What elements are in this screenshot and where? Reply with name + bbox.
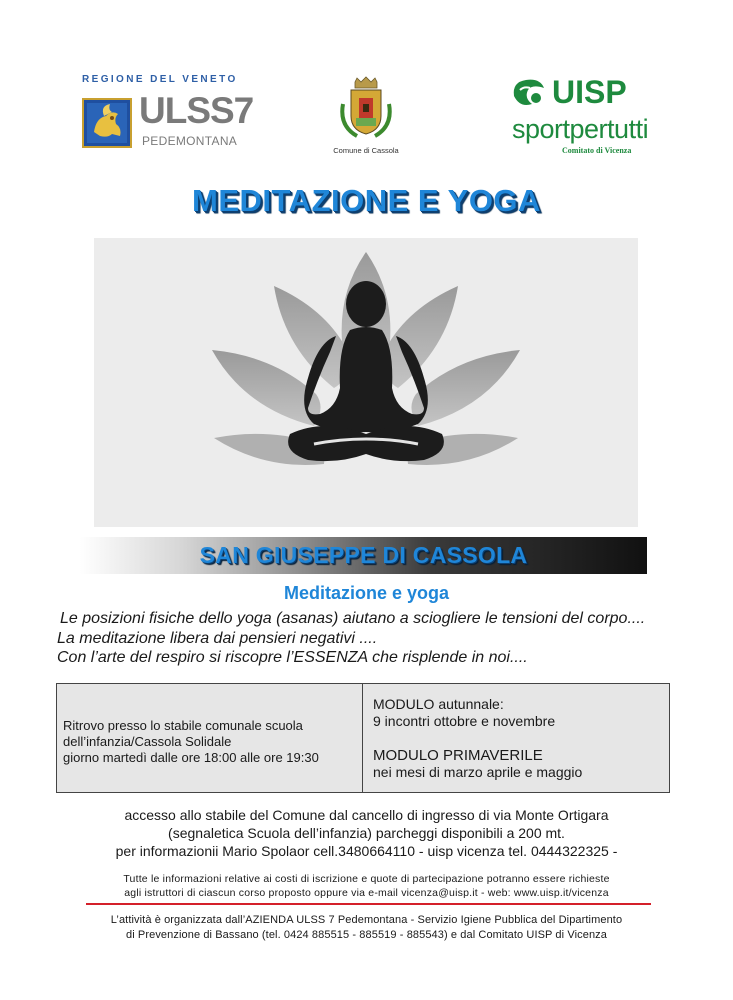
ulss-name: ULSS7 (139, 90, 254, 131)
ulss-region-text: REGIONE DEL VENETO (82, 74, 238, 85)
access-line: per informazionii Mario Spolaor cell.3480664110 - uisp vicenza tel. 0444322325 - (115, 843, 618, 859)
spring-module-text: nei mesi di marzo aprile e maggio (373, 764, 583, 780)
uisp-tagline: sportpertutti (512, 114, 649, 144)
hero-image (94, 238, 638, 527)
organizer-info (0, 913, 733, 943)
intro-line: La meditazione libera dai pensieri negativi .... (57, 629, 378, 647)
intro-line: Le posizioni fisiche dello yoga (asanas) aiutano a sciogliere le tensioni del corpo.... (60, 610, 646, 627)
note-line: agli istruttori di ciascun corso proposto oppure via e-mail vicenza@uisp.it - web: www.uisp.it/vicenza (124, 887, 609, 899)
autumn-module-title: MODULO autunnale: (373, 696, 504, 712)
access-line: accesso allo stabile del Comune dal cancello di ingresso di via Monte Ortigara (124, 807, 609, 823)
location-name: SAN GIUSEPPE DI CASSOLA (199, 542, 528, 568)
uisp-runner-icon (510, 76, 550, 112)
ulss-logo (82, 74, 254, 154)
autumn-module-text: 9 incontri ottobre e novembre (373, 713, 556, 729)
ulss-subname: PEDEMONTANA (142, 134, 238, 148)
lion-of-st-mark-crest-icon (82, 98, 132, 148)
uisp-name: UISP (552, 74, 627, 110)
page-title: MEDITAZIONE E YOGA (192, 183, 541, 218)
access-line: (segnaletica Scuola dell’infanzia) parcheggi disponibili a 200 mt. (168, 825, 565, 841)
costs-note (0, 872, 733, 900)
lotus-meditation-figure-icon (94, 238, 638, 527)
spring-module-title: MODULO PRIMAVERILE (373, 747, 543, 764)
meeting-line: dell’infanzia/Cassola Solidale (63, 734, 232, 749)
meeting-info (57, 684, 363, 792)
access-info (0, 806, 733, 860)
intro-line: Con l’arte del respiro si riscopre l’ESSENZA che risplende in noi.... (57, 649, 528, 666)
organizer-line: di Prevenzione di Bassano (tel. 0424 885515 - 885519 - 885543) e dal Comitato UISP di Vicenza (126, 929, 607, 941)
modules-info (364, 684, 669, 792)
intro-text (57, 609, 697, 668)
note-line: Tutte le informazioni relative ai costi di iscrizione e quote di partecipazione potranno essere richieste (123, 873, 610, 885)
uisp-comitato: Comitato di Vicenza (562, 146, 632, 155)
town-crest-icon (337, 76, 395, 140)
comune-label: Comune di Cassola (333, 146, 399, 155)
organizer-line: L’attività è organizzata dall’AZIENDA ULSS 7 Pedemontana - Servizio Igiene Pubblica del Dipartimento (110, 914, 623, 926)
meeting-line: giorno martedì dalle ore 18:00 alle ore 19:30 (63, 750, 319, 765)
section-subtitle: Meditazione e yoga (283, 583, 450, 603)
location-banner (80, 537, 647, 574)
info-table (56, 683, 670, 793)
divider (86, 903, 651, 905)
meeting-line: Ritrovo presso lo stabile comunale scuola (63, 718, 303, 733)
comune-logo (330, 76, 402, 156)
uisp-logo (508, 74, 658, 158)
